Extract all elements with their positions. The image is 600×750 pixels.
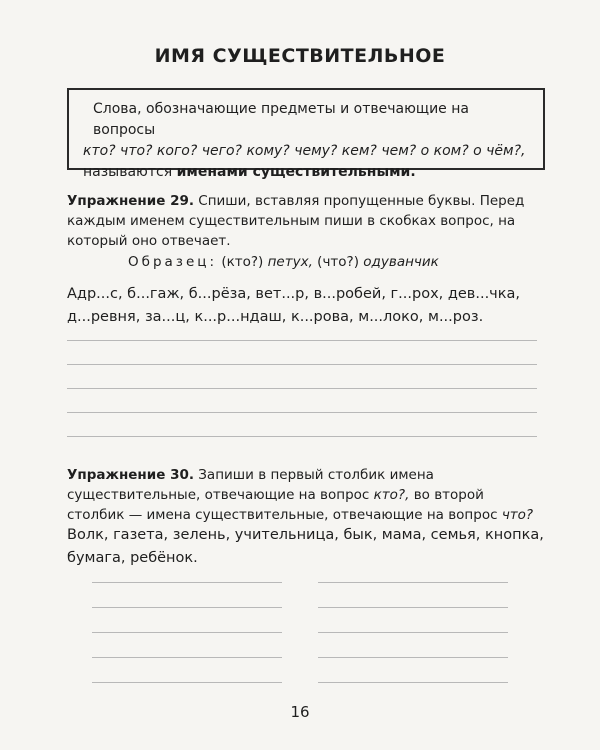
column-2-line: [318, 582, 508, 583]
exercise-29-text: Спиши, вставляя пропущенные буквы. Перед каждым именем существительным пиши в скобках вопрос, на который оно отвечает.: [67, 193, 525, 249]
column-2-line: [318, 632, 508, 633]
writing-line: [67, 340, 537, 341]
exercise-29-words: [67, 283, 545, 329]
sample-question-1: (кто?): [221, 254, 264, 270]
exercise-30-label: Упражнение 30.: [67, 467, 194, 483]
exercise-30-text: Запиши в первый столбик имена существительные, отвечающие на вопрос: [67, 467, 434, 503]
column-1-line: [92, 657, 282, 658]
column-2-line: [318, 607, 508, 608]
exercise-30-task: [67, 465, 545, 525]
rule-questions: кто? что? кого? чего? кому? чему? кем? чем? о ком? о чём?,: [83, 143, 526, 159]
exercise-30-words: [67, 524, 545, 570]
writing-line: [67, 412, 537, 413]
rule-box: [67, 88, 545, 180]
sample-question-2: (что?): [317, 254, 359, 270]
exercise-30-question-who: кто?,: [373, 487, 410, 503]
exercise-29-task: [67, 191, 545, 251]
sample-label: Образец:: [128, 254, 218, 270]
column-1-line: [92, 582, 282, 583]
exercise-30-question-what: что?: [501, 507, 534, 523]
words-line: Волк, газета, зелень, учительница, бык, мама, семья, кнопка,: [67, 527, 544, 543]
column-2-line: [318, 657, 508, 658]
words-line: д...ревня, за...ц, к...р...ндаш, к...рова, м...локо, м...роз.: [67, 309, 484, 325]
page-number: 16: [290, 703, 310, 721]
column-1-line: [92, 607, 282, 608]
rule-term: именами существительными.: [176, 164, 416, 180]
page-title: ИМЯ СУЩЕСТВИТЕЛЬНОЕ: [154, 45, 446, 67]
writing-line: [67, 364, 537, 365]
column-2-line: [318, 682, 508, 683]
words-line: Адр...с, б...гаж, б...рёза, вет...р, в...робей, г...рох, дев...чка,: [67, 286, 521, 302]
writing-line: [67, 436, 537, 437]
column-1-line: [92, 682, 282, 683]
exercise-30-text: во второй столбик — имена существительные, отвечающие на вопрос: [67, 487, 498, 523]
words-line: бумага, ребёнок.: [67, 550, 198, 566]
writing-line: [67, 388, 537, 389]
rule-prefix: называются: [83, 164, 173, 180]
sample-word-1: петух,: [267, 254, 313, 270]
exercise-29-sample: [128, 254, 439, 270]
exercise-29-label: Упражнение 29.: [67, 193, 194, 209]
rule-line: Слова, обозначающие предметы и отвечающие на вопросы: [93, 101, 469, 138]
sample-word-2: одуванчик: [363, 254, 439, 270]
column-1-line: [92, 632, 282, 633]
